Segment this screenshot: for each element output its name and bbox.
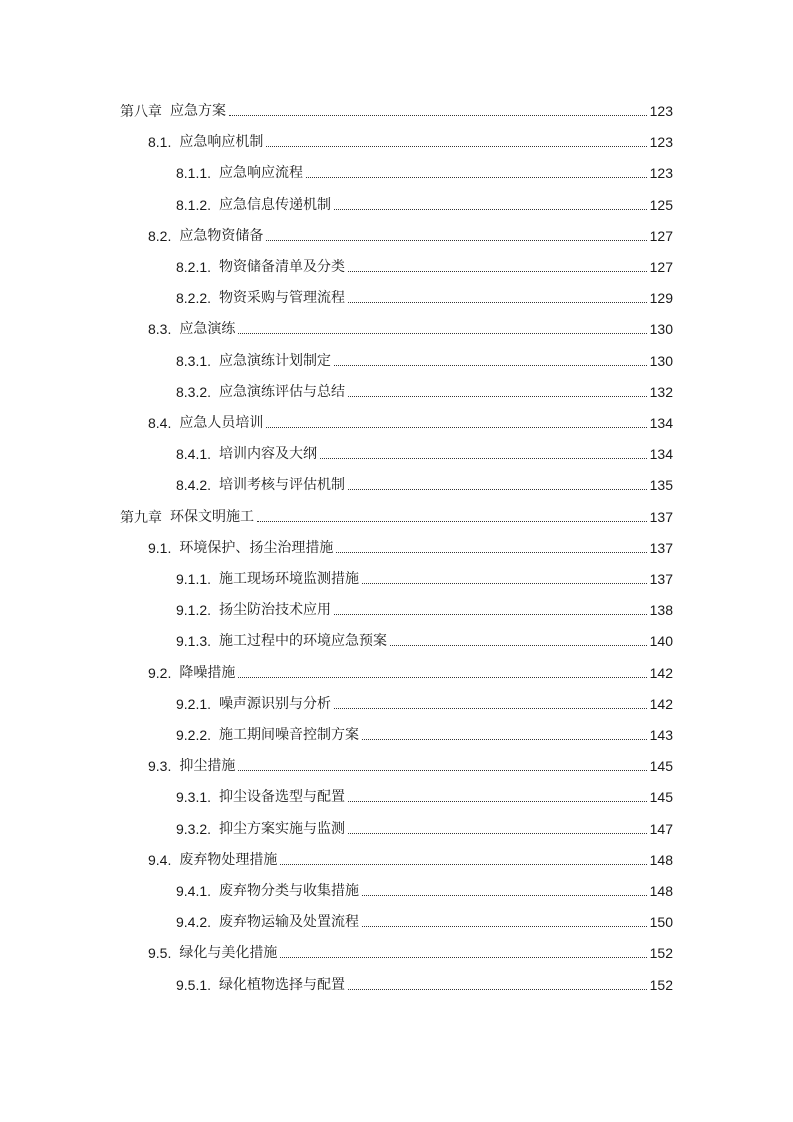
toc-entry-page: 148	[649, 851, 673, 868]
toc-entry-page: 152	[649, 976, 673, 993]
dot-leader	[280, 943, 646, 963]
toc-entry[interactable]	[176, 163, 673, 183]
toc-entry-number: 9.3.2.	[176, 820, 212, 837]
toc-entry-page: 134	[649, 446, 673, 463]
dot-leader	[362, 912, 647, 932]
toc-entry[interactable]	[148, 943, 673, 963]
toc-entry[interactable]	[176, 569, 673, 589]
toc-entry-title: 物资储备清单及分类	[219, 259, 346, 275]
dot-leader	[238, 663, 646, 683]
toc-entry-title: 应急物资储备	[179, 227, 264, 244]
toc-entry-number: 8.4.1.	[176, 446, 212, 463]
toc-entry-number: 9.1.	[148, 539, 172, 556]
dot-leader	[266, 413, 646, 433]
toc-entry-number: 9.4.2.	[176, 914, 212, 931]
toc-entry-number: 8.2.2.	[176, 290, 212, 307]
toc-entry[interactable]	[148, 132, 673, 152]
toc-entry-number: 9.2.1.	[176, 695, 212, 712]
dot-leader	[348, 787, 647, 807]
dot-leader	[362, 725, 647, 745]
toc-entry-number: 9.5.1.	[176, 976, 212, 993]
toc-entry-page: 152	[649, 945, 673, 962]
toc-entry-title: 绿化植物选择与配置	[219, 976, 346, 993]
toc-entry-title: 抑尘设备选型与配置	[219, 789, 346, 806]
toc-entry-number: 9.2.2.	[176, 727, 212, 743]
toc-entry-page: 127	[649, 227, 673, 244]
toc-entry-title: 抑尘措施	[179, 758, 236, 775]
toc-entry[interactable]	[148, 226, 673, 246]
toc-entry-page: 125	[649, 196, 673, 213]
toc-entry[interactable]	[176, 195, 673, 215]
toc-entry-page: 147	[649, 820, 673, 837]
toc-chapter-entry[interactable]	[120, 101, 673, 121]
toc-entry-number: 9.5.	[148, 945, 172, 962]
toc-entry-number: 9.4.	[148, 851, 172, 868]
dot-leader	[348, 288, 647, 308]
toc-entry-title: 应急方案	[170, 103, 226, 119]
toc-entry[interactable]	[148, 538, 673, 558]
toc-entry[interactable]	[176, 382, 673, 402]
toc-entry-title: 抑尘方案实施与监测	[219, 820, 346, 837]
toc-entry-page: 140	[649, 633, 673, 650]
toc-entry-page: 145	[649, 789, 673, 806]
toc-entry-page: 137	[649, 508, 673, 525]
toc-entry[interactable]	[148, 413, 673, 433]
toc-entry-title: 应急响应流程	[219, 165, 304, 182]
toc-entry-number: 8.3.	[148, 321, 172, 338]
toc-entry-title: 施工过程中的环境应急预案	[219, 633, 388, 650]
toc-entry-page: 123	[649, 165, 673, 182]
toc-entry[interactable]	[176, 694, 673, 714]
toc-entry-page: 135	[649, 477, 673, 494]
toc-entry-number: 8.1.	[148, 134, 172, 151]
dot-leader	[348, 257, 647, 277]
toc-entry-number: 8.1.1.	[176, 165, 212, 182]
toc-entry-page: 137	[649, 539, 673, 556]
toc-entry-page: 130	[649, 321, 673, 338]
toc-entry-page: 145	[649, 758, 673, 775]
toc-entry[interactable]	[148, 663, 673, 683]
toc-entry-title: 应急演练计划制定	[219, 352, 332, 369]
dot-leader	[348, 382, 647, 402]
toc-entry-title: 废弃物分类与收集措施	[219, 883, 360, 899]
toc-entry-title: 培训内容及大纲	[219, 446, 318, 463]
dot-leader	[266, 226, 646, 246]
toc-entry-number: 8.3.1.	[176, 352, 212, 369]
toc-entry-number: 8.2.	[148, 227, 172, 244]
toc-entry[interactable]	[148, 756, 673, 776]
toc-entry-page: 127	[649, 259, 673, 275]
toc-entry-number: 9.2.	[148, 664, 172, 681]
toc-entry[interactable]	[176, 881, 673, 901]
toc-entry-page: 150	[649, 914, 673, 931]
toc-entry-title: 应急演练评估与总结	[219, 383, 346, 400]
toc-entry[interactable]	[176, 787, 673, 807]
toc-entry[interactable]	[176, 351, 673, 371]
toc-entry-title: 应急演练	[179, 321, 236, 338]
toc-entry[interactable]	[176, 475, 673, 495]
toc-entry[interactable]	[176, 975, 673, 995]
toc-entry-page: 129	[649, 290, 673, 307]
toc-entry-title: 施工现场环境监测措施	[219, 571, 360, 587]
toc-entry-page: 132	[649, 383, 673, 400]
dot-leader	[362, 881, 647, 901]
toc-entry-number: 9.3.1.	[176, 789, 212, 806]
toc-entry[interactable]	[176, 631, 673, 651]
dot-leader	[306, 163, 647, 183]
toc-entry-number: 9.1.3.	[176, 633, 212, 650]
toc-entry-title: 废弃物运输及处置流程	[219, 914, 360, 931]
dot-leader	[390, 631, 647, 651]
toc-entry-number: 9.4.1.	[176, 883, 212, 899]
toc-entry-title: 噪声源识别与分析	[219, 695, 332, 712]
toc-entry-title: 废弃物处理措施	[179, 851, 278, 868]
toc-chapter-entry[interactable]	[120, 507, 673, 527]
toc-entry-title: 扬尘防治技术应用	[219, 602, 332, 619]
dot-leader	[238, 756, 646, 776]
toc-entry-title: 施工期间噪音控制方案	[219, 727, 360, 743]
toc-entry-number: 9.1.2.	[176, 602, 212, 619]
dot-leader	[334, 600, 647, 620]
toc-entry-title: 环保文明施工	[170, 508, 254, 525]
dot-leader	[348, 475, 647, 495]
toc-entry-page: 142	[649, 664, 673, 681]
toc-entry-title: 绿化与美化措施	[179, 945, 278, 962]
toc-entry-page: 143	[649, 727, 673, 743]
dot-leader	[348, 975, 647, 995]
dot-leader	[334, 351, 647, 371]
dot-leader	[229, 101, 647, 121]
toc-entry-number: 8.2.1.	[176, 259, 212, 275]
toc-entry[interactable]	[148, 850, 673, 870]
toc-entry-number: 第八章	[120, 103, 162, 119]
toc-entry-number: 9.1.1.	[176, 571, 212, 587]
toc-entry-page: 142	[649, 695, 673, 712]
toc-entry-number: 9.3.	[148, 758, 172, 775]
toc-entry-page: 148	[649, 883, 673, 899]
toc-entry[interactable]	[176, 288, 673, 308]
toc-entry-title: 降噪措施	[179, 664, 236, 681]
toc-entry-number: 8.4.2.	[176, 477, 212, 494]
toc-entry-title: 应急响应机制	[179, 134, 264, 151]
toc-entry-page: 123	[649, 103, 673, 119]
toc-entry-page: 137	[649, 571, 673, 587]
toc-entry[interactable]	[176, 600, 673, 620]
dot-leader	[348, 819, 647, 839]
dot-leader	[336, 538, 646, 558]
toc-entry-title: 应急信息传递机制	[219, 196, 332, 213]
toc-entry-page: 138	[649, 602, 673, 619]
toc-entry[interactable]	[176, 912, 673, 932]
toc-entry-number: 8.3.2.	[176, 383, 212, 400]
toc-entry-title: 物资采购与管理流程	[219, 290, 346, 307]
toc-entry[interactable]	[176, 257, 673, 277]
toc-entry-page: 130	[649, 352, 673, 369]
dot-leader	[257, 507, 647, 527]
toc-entry-title: 环境保护、扬尘治理措施	[179, 539, 334, 556]
toc-entry-page: 123	[649, 134, 673, 151]
dot-leader	[334, 694, 647, 714]
toc-entry-title: 应急人员培训	[179, 415, 264, 431]
toc-entry[interactable]	[176, 444, 673, 464]
dot-leader	[238, 319, 646, 339]
dot-leader	[320, 444, 647, 464]
toc-entry-number: 第九章	[120, 508, 162, 525]
toc-entry[interactable]	[176, 819, 673, 839]
toc-entry-number: 8.1.2.	[176, 196, 212, 213]
toc-entry-number: 8.4.	[148, 415, 172, 431]
toc-entry-page: 134	[649, 415, 673, 431]
toc-entry[interactable]	[176, 725, 673, 745]
dot-leader	[362, 569, 647, 589]
dot-leader	[334, 195, 647, 215]
toc-entry-title: 培训考核与评估机制	[219, 477, 346, 494]
dot-leader	[280, 850, 646, 870]
toc-entry[interactable]	[148, 319, 673, 339]
dot-leader	[266, 132, 646, 152]
